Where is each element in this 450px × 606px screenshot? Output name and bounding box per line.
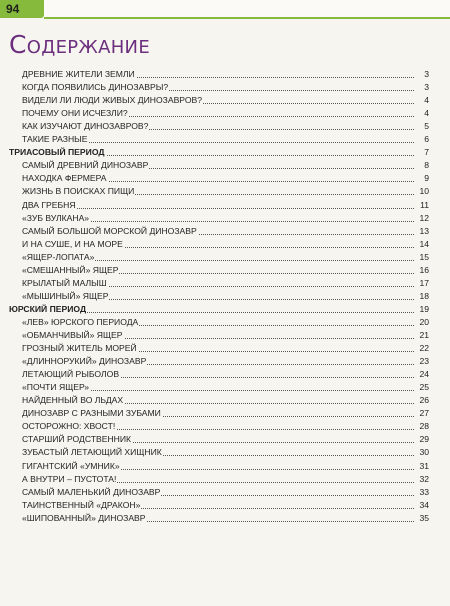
toc-entry-page: 8	[415, 159, 429, 172]
toc-entry	[0, 486, 450, 499]
toc-entry-title: СТАРШИЙ РОДСТВЕННИК	[22, 434, 132, 445]
toc-entry	[0, 133, 450, 146]
toc-entry-title: «ОБМАНЧИВЫЙ» ЯЩЕР	[22, 330, 123, 340]
toc-entry-page: 22	[415, 342, 429, 355]
header-rule	[44, 17, 450, 19]
toc-entry	[0, 159, 450, 172]
toc-entry-title: «ЯЩЕР-ЛОПАТА»	[22, 251, 95, 262]
toc-entry-title: ТРИАСОВЫЙ ПЕРИОД	[9, 147, 105, 158]
header-band	[0, 0, 450, 18]
toc-entry-title: «ПОЧТИ ЯЩЕР»	[22, 382, 90, 393]
toc-entry	[0, 342, 450, 355]
toc-entry-page: 12	[415, 212, 429, 225]
toc-entry	[0, 290, 450, 303]
toc-entry	[0, 107, 450, 120]
toc-entry-page: 27	[415, 407, 429, 420]
toc-entry	[0, 225, 450, 238]
toc-entry	[0, 433, 450, 446]
toc-entry-page: 9	[415, 172, 429, 185]
toc-entry-page: 11	[415, 199, 429, 212]
toc-entry-title: ОСТОРОЖНО: ХВОСТ!	[22, 421, 116, 432]
toc-entry-page: 24	[415, 368, 429, 381]
toc-entry-page: 28	[415, 420, 429, 433]
toc-entry-title: КРЫЛАТЫЙ МАЛЫШ	[22, 277, 107, 288]
toc-entry-page: 6	[415, 133, 429, 146]
toc-entry	[0, 355, 450, 368]
toc-entry	[0, 420, 450, 433]
toc-entry	[0, 81, 450, 94]
toc-entry	[0, 473, 450, 486]
toc-entry	[0, 199, 450, 212]
toc-entry	[0, 316, 450, 329]
toc-entry-page: 4	[415, 94, 429, 107]
toc-section-heading	[0, 146, 450, 159]
toc-entry-page: 14	[415, 238, 429, 251]
toc-section-heading	[0, 303, 450, 316]
toc-entry-title: ТАКИЕ РАЗНЫЕ	[22, 134, 88, 145]
toc-entry-title: ДРЕВНИЕ ЖИТЕЛИ ЗЕМЛИ	[22, 69, 135, 79]
toc-entry-title: «МЫШИНЫЙ» ЯЩЕР	[22, 290, 109, 301]
toc-entry	[0, 120, 450, 133]
toc-entry	[0, 499, 450, 512]
toc-entry	[0, 329, 450, 342]
toc-entry-title: «ДЛИННОРУКИЙ» ДИНОЗАВР	[22, 356, 147, 367]
toc-entry	[0, 212, 450, 225]
toc-entry	[0, 446, 450, 459]
toc-entry-title: САМЫЙ МАЛЕНЬКИЙ ДИНОЗАВР	[22, 486, 161, 497]
toc-entry	[0, 407, 450, 420]
toc-entry-title: ЛЕТАЮЩИЙ РЫБОЛОВ	[22, 369, 120, 380]
toc-entry-title: НАЙДЕННЫЙ ВО ЛЬДАХ	[22, 395, 124, 406]
toc-entry-title: «СМЕШАННЫЙ» ЯЩЕР	[22, 264, 119, 275]
toc-entry-page: 31	[415, 460, 429, 473]
toc-entry-page: 32	[415, 473, 429, 486]
toc-entry-title: «ЛЕВ» ЮРСКОГО ПЕРИОДА	[22, 316, 139, 327]
toc-entry	[0, 94, 450, 107]
toc-entry-title: «ШИПОВАННЫЙ» ДИНОЗАВР	[22, 512, 146, 523]
toc-entry-page: 5	[415, 120, 429, 133]
toc-entry-page: 33	[415, 486, 429, 499]
toc-entry-page: 10	[415, 185, 429, 198]
toc-entry-title: ЖИЗНЬ В ПОИСКАХ ПИЩИ	[22, 186, 135, 197]
toc-entry	[0, 251, 450, 264]
toc-entry-title: САМЫЙ ДРЕВНИЙ ДИНОЗАВР	[22, 160, 149, 171]
toc-entry-page: 34	[415, 499, 429, 512]
toc-entry-title: ПОЧЕМУ ОНИ ИСЧЕЗЛИ?	[22, 108, 128, 119]
dot-leader	[22, 208, 428, 209]
toc-entry-title: КОГДА ПОЯВИЛИСЬ ДИНОЗАВРЫ?	[22, 82, 169, 93]
toc-entry	[0, 68, 450, 81]
toc-entry-page: 29	[415, 433, 429, 446]
toc-entry-title: ЗУБАСТЫЙ ЛЕТАЮЩИЙ ХИЩНИК	[22, 447, 162, 458]
toc-entry	[0, 277, 450, 290]
toc-entry-title: КАК ИЗУЧАЮТ ДИНОЗАВРОВ?	[22, 121, 149, 132]
toc-entry	[0, 264, 450, 277]
toc-entry	[0, 185, 450, 198]
toc-entry-title: «ЗУБ ВУЛКАНА»	[22, 212, 90, 223]
page-title: Содержание	[9, 30, 150, 59]
toc-entry-page: 17	[415, 277, 429, 290]
toc-entry	[0, 368, 450, 381]
toc-entry-title: ЮРСКИЙ ПЕРИОД	[9, 303, 87, 314]
toc-entry-page: 26	[415, 394, 429, 407]
page-number: 94	[6, 2, 20, 16]
toc-entry-title: САМЫЙ БОЛЬШОЙ МОРСКОЙ ДИНОЗАВР	[22, 225, 197, 236]
toc-entry-page: 25	[415, 381, 429, 394]
toc-entry-page: 30	[415, 446, 429, 459]
toc-entry	[0, 512, 450, 525]
toc-entry-title: А ВНУТРИ – ПУСТОТА!	[22, 473, 117, 484]
toc-entry-title: ГРОЗНЫЙ ЖИТЕЛЬ МОРЕЙ	[22, 343, 137, 354]
toc-entry-page: 7	[415, 146, 429, 159]
toc-entry-page: 20	[415, 316, 429, 329]
toc-entry-page: 13	[415, 225, 429, 238]
toc-entry-page: 4	[415, 107, 429, 120]
page-number-tab	[0, 0, 44, 18]
toc-entry-title: ТАИНСТВЕННЫЙ «ДРАКОН»	[22, 499, 141, 510]
toc-entry-page: 18	[415, 290, 429, 303]
toc-entry-page: 19	[415, 303, 429, 316]
toc-entry	[0, 460, 450, 473]
toc-entry	[0, 238, 450, 251]
toc-entry-title: НАХОДКА ФЕРМЕРА	[22, 173, 107, 184]
toc-entry	[0, 381, 450, 394]
toc-entry-page: 23	[415, 355, 429, 368]
toc-entry-title: ГИГАНТСКИЙ «УМНИК»	[22, 460, 120, 471]
toc-entry	[0, 172, 450, 185]
toc-entry-title: И НА СУШЕ, И НА МОРЕ	[22, 238, 123, 249]
toc-entry-page: 3	[415, 81, 429, 94]
toc-entry-page: 15	[415, 251, 429, 264]
toc-entry	[0, 394, 450, 407]
toc-entry-title: ВИДЕЛИ ЛИ ЛЮДИ ЖИВЫХ ДИНОЗАВРОВ?	[22, 95, 203, 106]
toc-entry-page: 35	[415, 512, 429, 525]
toc-entry-title: ДИНОЗАВР С РАЗНЫМИ ЗУБАМИ	[22, 408, 161, 419]
toc-entry-title: ДВА ГРЕБНЯ	[22, 199, 76, 210]
toc-entry-page: 3	[415, 68, 429, 81]
toc-entry-page: 21	[415, 329, 429, 342]
toc-entry-page: 16	[415, 264, 429, 277]
